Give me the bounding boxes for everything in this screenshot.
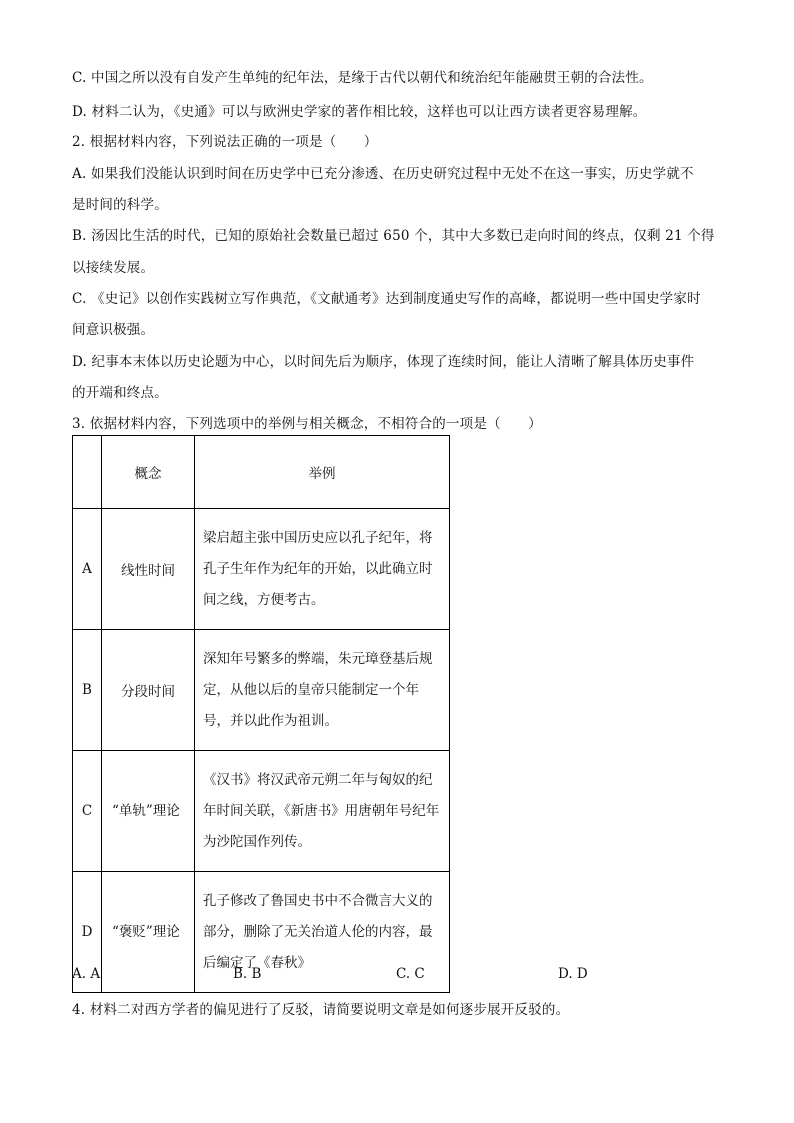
answer-c: C. C (396, 966, 425, 982)
q2-option-c-line1: C. 《史记》以创作实践树立写作典范，《文献通考》达到制度通史写作的高峰，都说明一些中国史学家时 (72, 291, 701, 307)
q2-option-a-line2: 是时间的科学。 (72, 197, 168, 213)
q1-option-d: D. 材料二认为，《史通》可以与欧洲史学家的著作相比较，这样也可以让西方读者更容易理解。 (72, 104, 647, 120)
row-example: 孔子修改了鲁国史书中不合微言大义的部分，删除了无关治道人伦的内容，最后编定了《春秋》 (195, 872, 450, 993)
q2-option-b-line2: 以接续发展。 (72, 260, 155, 276)
row-example: 深知年号繁多的弊端，朱元璋登基后规定，从他以后的皇帝只能制定一个年号，并以此作为祖训。 (195, 630, 450, 751)
q1-option-c: C. 中国之所以没有自发产生单纯的纪年法，是缘于古代以朝代和统治纪年能融贯王朝的合法性。 (72, 70, 653, 86)
q2-option-b-line1: B. 汤因比生活的时代，已知的原始社会数量已超过 650 个，其中大多数已走向时间的终点，仅剩 21 个得 (72, 228, 715, 244)
row-key: C (73, 751, 102, 872)
row-key: A (73, 509, 102, 630)
table-row (73, 630, 450, 751)
row-example: 梁启超主张中国历史应以孔子纪年，将孔子生年作为纪年的开始，以此确立时间之线，方便考古。 (195, 509, 450, 630)
q2-stem: 2. 根据材料内容，下列说法正确的一项是（ ） (72, 134, 378, 150)
q3-stem: 3. 依据材料内容，下列选项中的举例与相关概念，不相符合的一项是（ ） (72, 416, 542, 432)
answer-a: A. A (72, 966, 101, 982)
header-key-cell (73, 436, 102, 509)
row-concept: 线性时间 (102, 509, 195, 630)
q2-option-d-line1: D. 纪事本末体以历史论题为中心，以时间先后为顺序，体现了连续时间，能让人清晰了解具体历史事件 (72, 354, 695, 370)
row-concept (102, 751, 195, 872)
header-example-cell: 举例 (195, 436, 450, 509)
q4-stem: 4. 材料二对西方学者的偏见进行了反驳，请简要说明文章是如何逐步展开反驳的。 (72, 1002, 570, 1018)
row-example: 《汉书》将汉武帝元朔二年与匈奴的纪年时间关联，《新唐书》用唐朝年号纪年为沙陀国作列传。 (195, 751, 450, 872)
q2-option-a-line1: A. 如果我们没能认识到时间在历史学中已充分渗透、在历史研究过程中无处不在这一事实，历史学就不 (72, 166, 694, 182)
row-concept: 分段时间 (102, 630, 195, 751)
row-key: D (73, 872, 102, 993)
answer-d: D. D (558, 966, 588, 982)
answer-b: B. B (233, 966, 262, 982)
q2-option-c-line2: 间意识极强。 (72, 322, 155, 338)
row-key: B (73, 630, 102, 751)
row-concept (102, 872, 195, 993)
row-concept-text: “褒贬”理论 (112, 923, 180, 940)
table-header-row (73, 436, 450, 509)
row-concept-text: “单轨”理论 (112, 802, 180, 819)
q3-options-table (72, 435, 450, 993)
header-concept-cell: 概念 (102, 436, 195, 509)
q2-option-d-line2: 的开端和终点。 (72, 385, 168, 401)
table-row (73, 751, 450, 872)
table-row (73, 509, 450, 630)
